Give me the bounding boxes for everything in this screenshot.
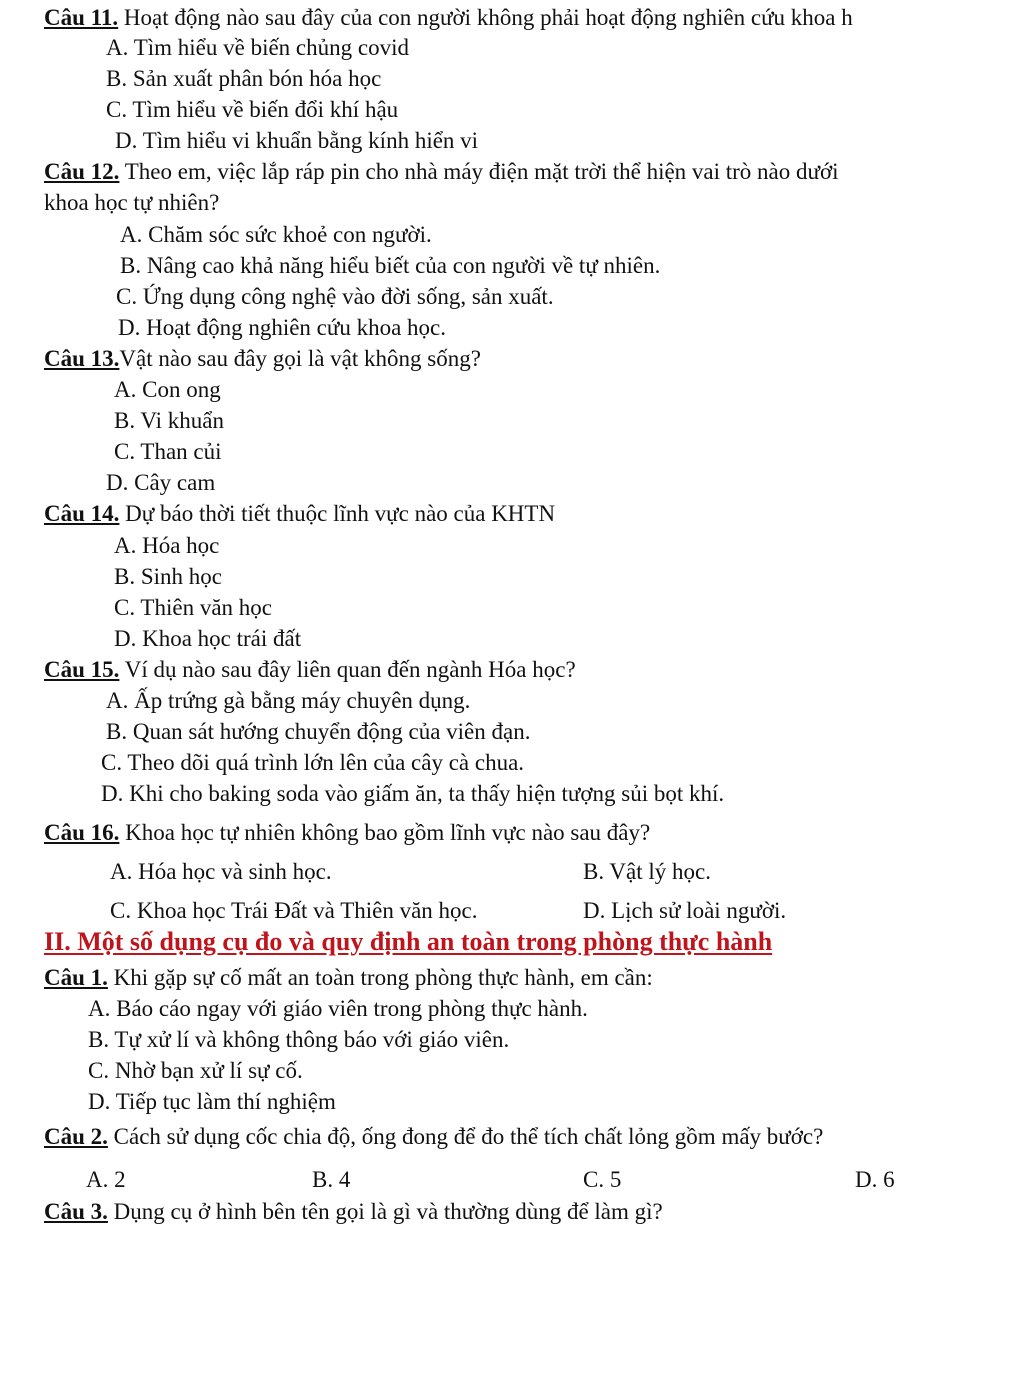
question-14 [44,498,555,529]
option-b: B. 4 [312,1167,351,1192]
question-number: Câu 14. [44,501,120,526]
section2-question-1 [44,962,653,993]
question-text: Khi gặp sự cố mất an toàn trong phòng thực hành, em cần: [107,965,653,990]
option-c: C. Khoa học Trái Đất và Thiên văn học. [110,898,478,923]
question-number: Câu 1. [44,965,108,990]
option-d: D. Cây cam [106,470,216,495]
question-12 [44,156,839,187]
option-c: C. Tìm hiểu về biến đổi khí hậu [106,97,399,122]
question-text: Vật nào sau đây gọi là vật không sống? [119,346,481,371]
option-b: B. Tự xử lí và không thông báo với giáo viên. [88,1027,510,1052]
question-text: Theo em, việc lắp ráp pin cho nhà máy điện mặt trời thể hiện vai trò nào dưới [119,159,839,184]
option-d: D. Tìm hiểu vi khuẩn bằng kính hiển vi [115,128,479,153]
option-a: A. Hóa học và sinh học. [110,859,332,884]
option-d: D. Tiếp tục làm thí nghiệm [88,1089,336,1114]
option-b: B. Quan sát hướng chuyển động của viên đạn. [106,719,531,744]
option-c: C. Thiên văn học [114,595,272,620]
section2-question-3 [44,1196,663,1227]
question-text: Dụng cụ ở hình bên tên gọi là gì và thường dùng để làm gì? [107,1199,663,1224]
question-number: Câu 3. [44,1199,108,1224]
option-a: A. Hóa học [114,533,220,558]
option-c: C. Than củi [114,439,222,464]
question-13 [44,343,481,374]
question-text: Ví dụ nào sau đây liên quan đến ngành Hóa học? [119,657,576,682]
question-11 [44,2,853,33]
section2-question-2 [44,1121,823,1152]
option-d: D. Hoạt động nghiên cứu khoa học. [118,315,447,340]
option-b: B. Vật lý học. [583,859,711,884]
option-a: A. Tìm hiểu về biến chủng covid [106,35,409,60]
option-b: B. Sản xuất phân bón hóa học [106,66,382,91]
option-b: B. Vi khuẩn [114,408,225,433]
question-text: Hoạt động nào sau đây của con người không phải hoạt động nghiên cứu khoa h [118,5,853,30]
option-d: D. Khoa học trái đất [114,626,302,651]
question-number: Câu 11. [44,5,119,30]
option-d: D. 6 [855,1167,895,1192]
question-number: Câu 13. [44,346,120,371]
option-a: A. Chăm sóc sức khoẻ con người. [120,222,432,247]
option-b: B. Nâng cao khả năng hiểu biết của con người về tự nhiên. [120,253,661,278]
section-heading: II. Một số dụng cụ đo và quy định an toàn trong phòng thực hành [44,927,773,956]
option-a: A. 2 [86,1167,126,1192]
question-text-continued: khoa học tự nhiên? [44,190,220,215]
option-a: A. Con ong [114,377,221,402]
option-c: C. Theo dõi quá trình lớn lên của cây cà chua. [101,750,525,775]
option-c: C. 5 [583,1167,622,1192]
option-d: D. Lịch sử loài người. [583,898,787,923]
question-text: Cách sử dụng cốc chia độ, ống đong để đo thể tích chất lỏng gồm mấy bước? [107,1124,824,1149]
option-d: D. Khi cho baking soda vào giấm ăn, ta thấy hiện tượng sủi bọt khí. [101,781,725,806]
option-c: C. Ứng dụng công nghệ vào đời sống, sản xuất. [116,284,554,309]
question-number: Câu 12. [44,159,120,184]
option-a: A. Báo cáo ngay với giáo viên trong phòng thực hành. [88,996,588,1021]
question-15 [44,654,576,685]
option-a: A. Ấp trứng gà bằng máy chuyên dụng. [106,688,471,713]
question-text: Khoa học tự nhiên không bao gồm lĩnh vực nào sau đây? [119,820,651,845]
option-b: B. Sinh học [114,564,222,589]
question-text: Dự báo thời tiết thuộc lĩnh vực nào của KHTN [119,501,556,526]
question-16 [44,817,650,848]
question-number: Câu 15. [44,657,120,682]
question-number: Câu 2. [44,1124,108,1149]
question-number: Câu 16. [44,820,120,845]
option-c: C. Nhờ bạn xử lí sự cố. [88,1058,303,1083]
